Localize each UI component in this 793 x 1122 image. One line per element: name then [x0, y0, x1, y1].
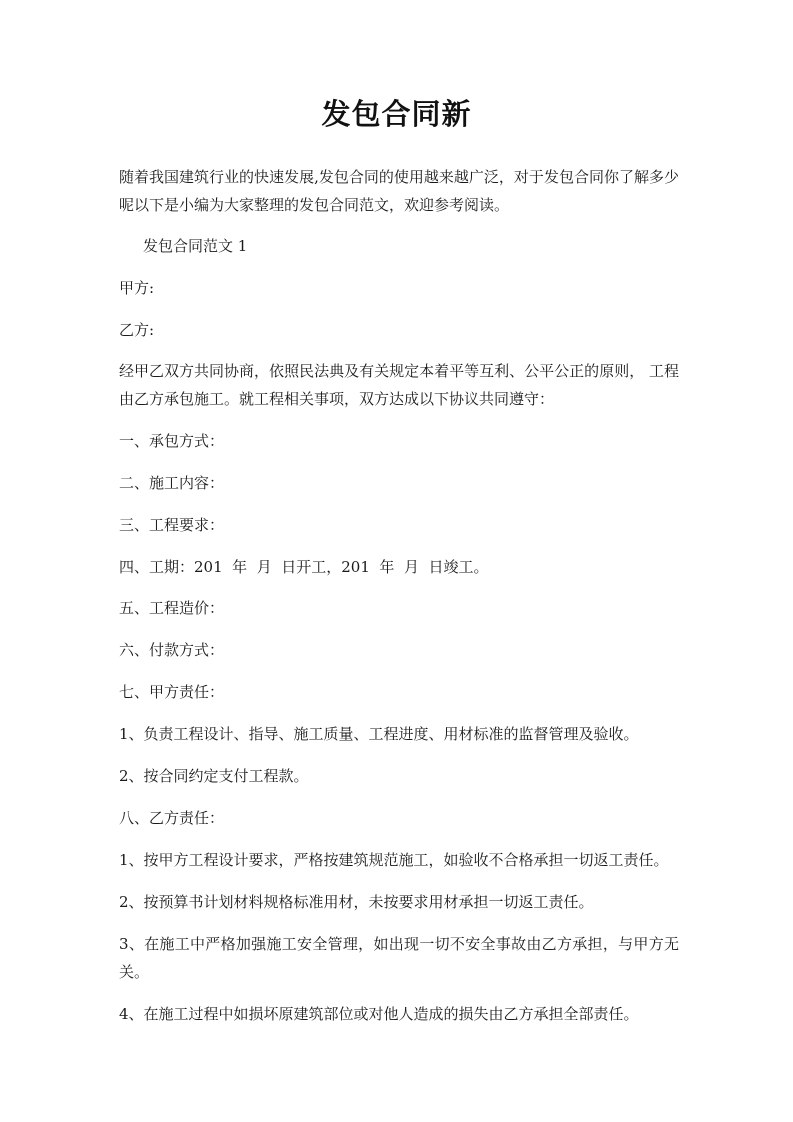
intro-paragraph: 随着我国建筑行业的快速发展,发包合同的使用越来越广泛，对于发包合同你了解多少呢以下是小编为大家整理的发包合同范文，欢迎参考阅读。	[119, 168, 679, 214]
party-b-duty-item: 3、在施工中严格加强施工安全管理，如出现一切不安全事故由乙方承担，与甲方无关。	[119, 935, 679, 981]
party-a-line: 甲方:	[119, 279, 155, 297]
clause-project-requirements: 三、工程要求：	[119, 516, 225, 534]
clause-payment-method: 六、付款方式：	[119, 641, 225, 659]
party-b-duty-item: 2、按预算书计划材料规格标准用材，未按要求用材承担一切返工责任。	[119, 893, 594, 911]
clause-contract-mode: 一、承包方式：	[119, 432, 225, 450]
clause-construction-content: 二、施工内容：	[119, 474, 225, 492]
party-b-duty-item: 1、按甲方工程设计要求，严格按建筑规范施工，如验收不合格承担一切返工责任。	[119, 851, 669, 869]
party-a-duty-item: 1、负责工程设计、指导、施工质量、工程进度、用材标准的监督管理及验收。	[119, 725, 639, 743]
clause-party-b-duties: 八、乙方责任：	[119, 809, 225, 827]
agreement-paragraph: 经甲乙双方共同协商，依照民法典及有关规定本着平等互利、公平公正的原则， 工程由乙方承包施工。就工程相关事项，双方达成以下协议共同遵守：	[119, 362, 679, 408]
party-b-duty-item: 4、在施工过程中如损坏原建筑部位或对他人造成的损失由乙方承担全部责任。	[119, 1005, 639, 1023]
clause-project-cost: 五、工程造价：	[119, 599, 225, 617]
party-b-line: 乙方:	[119, 321, 155, 339]
sample-heading: 发包合同范文 1	[143, 237, 248, 255]
party-a-duty-item: 2、按合同约定支付工程款。	[119, 767, 309, 785]
document-title: 发包合同新	[321, 97, 472, 131]
clause-party-a-duties: 七、甲方责任：	[119, 683, 225, 701]
clause-schedule: 四、工期：201 年 月 日开工，201 年 月 日竣工。	[119, 558, 489, 576]
